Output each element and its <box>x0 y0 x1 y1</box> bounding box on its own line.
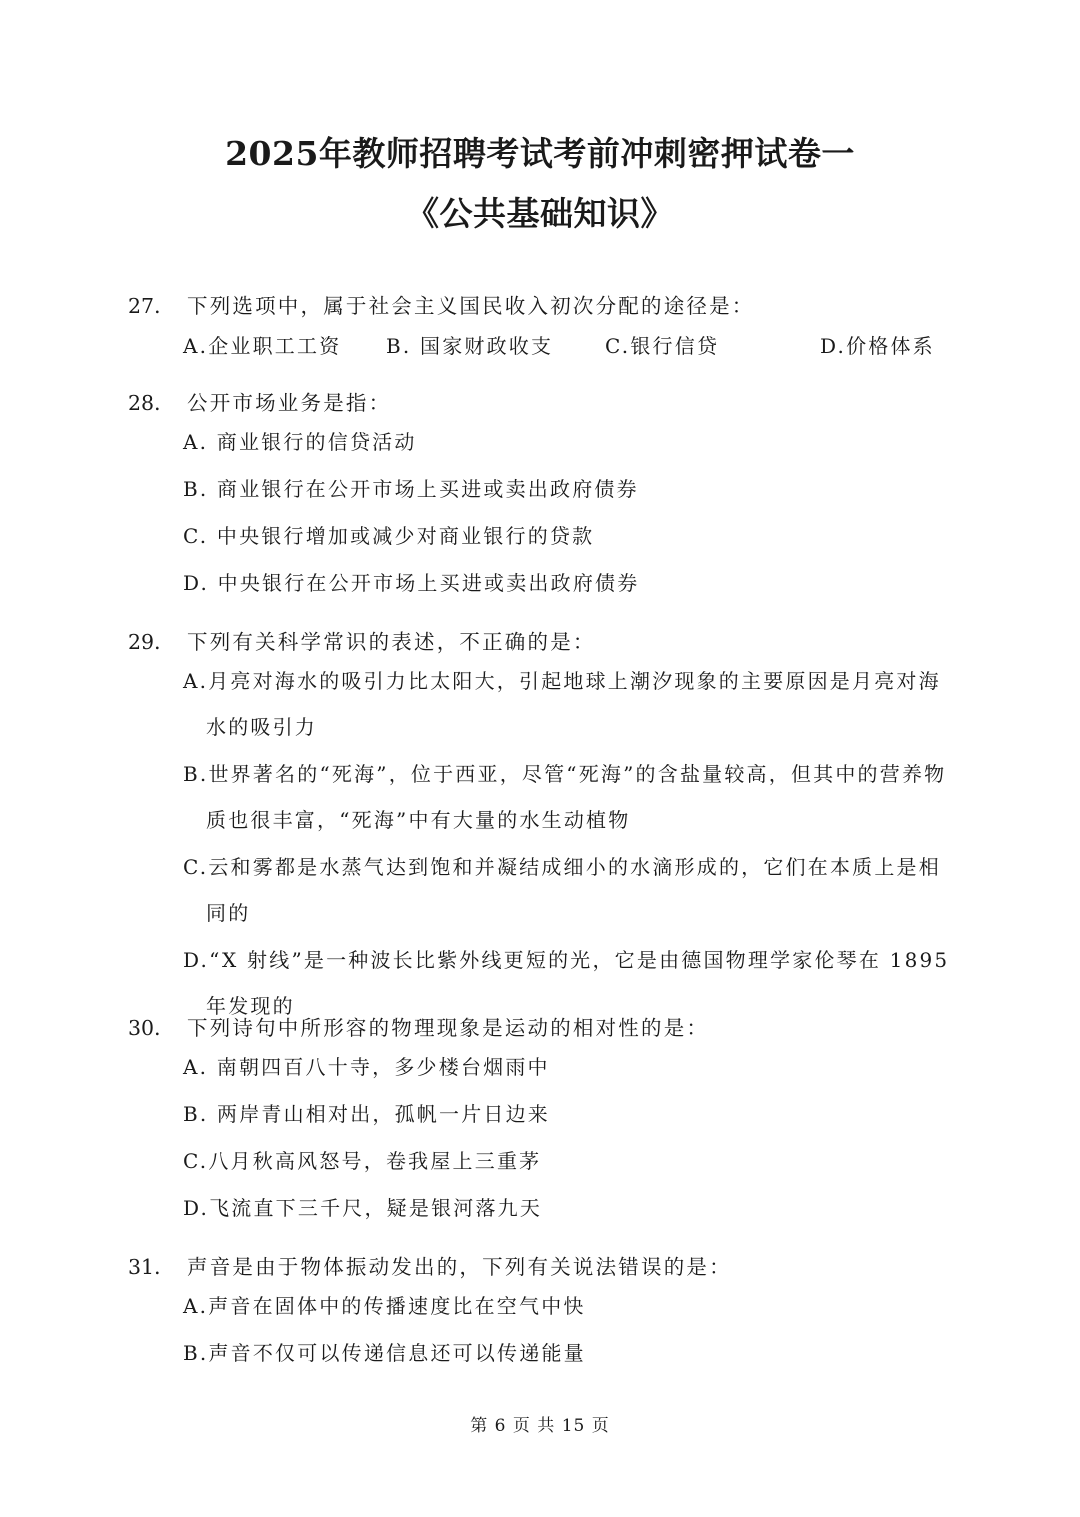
option-a: A.声音在固体中的传播速度比在空气中快 <box>183 1294 586 1318</box>
option-c: C. 中央银行增加或减少对商业银行的贷款 <box>183 524 595 548</box>
question-number: 30． <box>128 1016 175 1040</box>
option-b: B. 两岸青山相对出，孤帆一片日边来 <box>183 1102 551 1126</box>
option-c: C.云和雾都是水蒸气达到饱和并凝结成细小的水滴形成的，它们在本质上是相同的 <box>183 855 941 925</box>
page-subtitle: 《公共基础知识》 <box>406 194 674 233</box>
option-row <box>183 324 1035 368</box>
option-b: B. 国家财政收支 <box>386 334 554 358</box>
option-b: B.世界著名的“死海”，位于西亚，尽管“死海”的含盐量较高，但其中的营养物质也很丰富，“死海”中有大量的水生动植物 <box>183 762 947 832</box>
question-number: 27． <box>128 294 175 318</box>
option-a: A.月亮对海水的吸引力比太阳大，引起地球上潮汐现象的主要原因是月亮对海水的吸引力 <box>183 669 941 739</box>
option-c: C.银行信贷 <box>605 334 720 358</box>
question-stem: 公开市场业务是指： <box>187 391 392 415</box>
question-number: 28． <box>128 391 175 415</box>
question-stem: 下列诗句中所形容的物理现象是运动的相对性的是： <box>187 1016 710 1040</box>
question-stem: 声音是由于物体振动发出的，下列有关说法错误的是： <box>187 1255 732 1279</box>
question-30 <box>128 1013 980 1231</box>
option-d: D.价格体系 <box>820 334 935 358</box>
option-a: A. 南朝四百八十寺，多少楼台烟雨中 <box>183 1055 550 1079</box>
question-31 <box>128 1252 980 1376</box>
question-stem: 下列有关科学常识的表述，不正确的是： <box>187 630 596 654</box>
question-number: 29． <box>128 630 175 654</box>
option-a: A.企业职工工资 <box>183 334 342 358</box>
question-number: 31． <box>128 1255 175 1279</box>
option-d: D.飞流直下三千尺，疑是银河落九天 <box>183 1196 543 1220</box>
question-29 <box>128 627 980 1029</box>
option-d: D. 中央银行在公开市场上买进或卖出政府债券 <box>183 571 640 595</box>
question-28 <box>128 388 980 606</box>
page-title: 2025年教师招聘考试考前冲刺密押试卷一 <box>225 134 855 173</box>
option-d: D.“X 射线”是一种波长比紫外线更短的光，它是由德国物理学家伦琴在 1895 年发现的 <box>183 948 950 1018</box>
option-b: B.声音不仅可以传递信息还可以传递能量 <box>183 1341 586 1365</box>
option-b: B. 商业银行在公开市场上买进或卖出政府债券 <box>183 477 639 501</box>
page-footer: 第 6 页 共 15 页 <box>470 1416 610 1436</box>
question-stem: 下列选项中，属于社会主义国民收入初次分配的途径是： <box>187 294 755 318</box>
option-c: C.八月秋高风怒号，卷我屋上三重茅 <box>183 1149 542 1173</box>
option-a: A. 商业银行的信贷活动 <box>183 430 417 454</box>
question-27 <box>128 291 980 368</box>
